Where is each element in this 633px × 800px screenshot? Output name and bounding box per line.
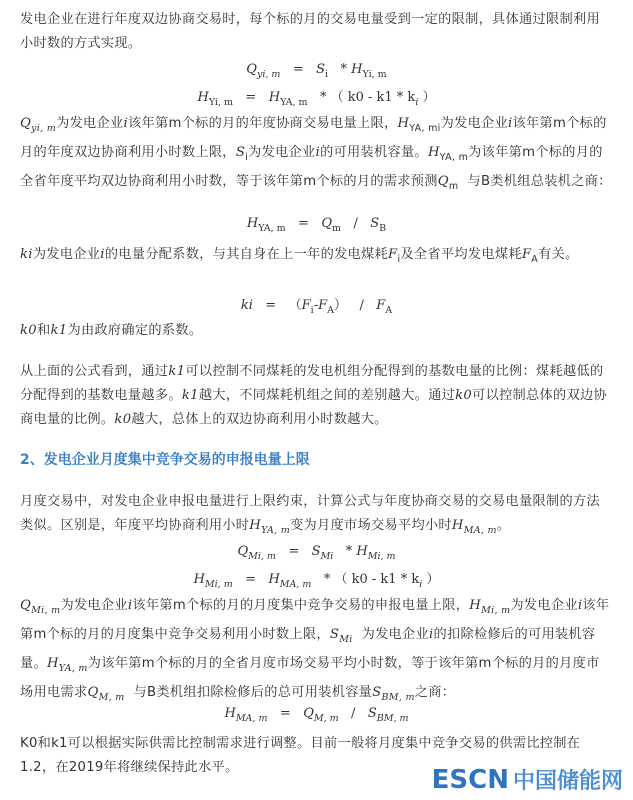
equation-ki: ki = $(F_i-F_A)$ / $F_A$ bbox=[240, 298, 393, 316]
equation-monthly-avg-hours: $H_{MA, m}$ = $Q_{M, m}$ / $S_{BM, m}$ bbox=[224, 706, 409, 724]
section-heading: 2、发电企业月度集中竞争交易的申报电量上限 bbox=[20, 452, 310, 468]
definition-paragraph-3: k0和k1为由政府确定的系数。 bbox=[20, 323, 203, 338]
definition-paragraph-2: ki为发电企业i的电量分配系数，与其自身在上一年的发电煤耗$F_i$及全省平均发电煤耗$F_A$有关。 bbox=[20, 247, 579, 265]
monthly-closing-paragraph: K0和k1可以根据实际供需比控制需求进行调整。目前一般将月度集中竞争交易的供需比控制在1.2，在2019年将继续保持此水平。 bbox=[20, 736, 581, 775]
equation-quota-yi: $Q_{yi, m}$ = $S_i$ * $H_{Yi, m}$ bbox=[246, 62, 387, 80]
equation-hours-mi: $H_{Mi, m}$ = $H_{MA, m}$ * （ $k0 - k1 * k_i$ ） bbox=[193, 572, 440, 590]
monthly-definition-paragraph: $Q_{Mi, m}$为发电企业i该年第m个标的月的月度集中竞争交易的申报电量上限，$H_{Mi, m}$为发电企业i该年第m个标的月的月度集中竞争交易利用小时数上限，$S_{Mi}$ 为发电企业i的扣除检修后的可用装机容量。$H_{YA, m}$为该年第m个标的月的全省月度市场交易平均小时数，等于该年第m个标的月的月度市场用电需求$Q_{M, m}$ 与B类机组扣除检修后的总可用装机容量$S_{BM, m}$之商： bbox=[20, 598, 610, 703]
explanation-paragraph: 从上面的公式看到，通过k1可以控制不同煤耗的发电机组分配得到的基数电量的比例：煤耗越低的分配得到的基数电量越多。k1越大，不同煤耗机组之间的差别越大。通过k0可以控制总体的双边协商电量的比例。k0越大，总体上的双边协商利用小时数越大。 bbox=[20, 364, 607, 427]
intro-paragraph: 发电企业在进行年度双边协商交易时，每个标的月的交易电量受到一定的限制，具体通过限制利用小时数的方式实现。 bbox=[20, 12, 600, 51]
monthly-intro-paragraph: 月度交易中，对发电企业申报电量进行上限约束，计算公式与年度协商交易的交易电量限制的方法类似。区别是，年度平均协商利用小时$H_{YA, m}$变为月度市场交易平均小时$H_{MA, m}$。 bbox=[20, 494, 600, 536]
definition-paragraph-1: $Q_{yi, m}$为发电企业i该年第m个标的月的年度协商交易电量上限，$H_{YA, mi}$为发电企业i该年第m个标的月的年度双边协商利用小时数上限，$S_i$为发电企业i的可用装机容量。$H_{YA, m}$为该年第m个标的月的全省年度平均双边协商利用小时数，等于该年第m个标的月的需求预测$Q_m$ 与B类机组总装机之商： bbox=[20, 116, 612, 192]
equation-hours-yi: $H_{Yi, m}$ = $H_{YA, m}$ * （ $k0 - k1 * k_i$ ） bbox=[197, 90, 436, 108]
equation-quota-mi: $Q_{Mi, m}$ = $S_{Mi}$ * $H_{Mi, m}$ bbox=[237, 544, 396, 562]
equation-avg-hours: $H_{YA, m}$ = $Q_m$ / $S_B$ bbox=[246, 216, 387, 234]
escn-watermark: ESCN 中国储能网 bbox=[431, 765, 623, 795]
